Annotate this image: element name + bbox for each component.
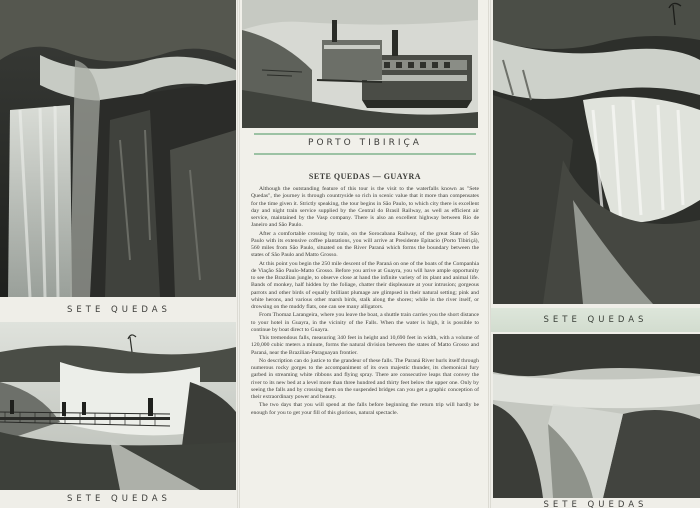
article-paragraph: No description can do justice to the grandeur of these falls. The Paraná River hurls itself through numerous rocky gorges to the accompaniment of its own majestic thunder, its chemonical fury garbed in streaming white ribbons and flying spray. There are consecutive leaps that convey the river to its new bed at a level more than three hundred and thirty feet below the upper one. Only by seeing the falls and by crossing them on the suspended bridges can you get a graphic conception of their extraordinary power and beauty. (251, 357, 479, 400)
suspension-bridge-photo (0, 322, 236, 490)
article-paragraph: Although the outstanding feature of this tour is the visit to the waterfalls known as "Sete Quedas", the journey is through countryside so rich in scenic value that it more than compensates for the time given it. Strictly speaking, the tour begins in São Paulo, to which city there is excellent day and night train service supplied by the Central do Brasil Railway, as well as efficient air service, maintained by the Vasp company. There is also an excellent highway between Rio de Janeiro and São Paulo. (251, 186, 479, 229)
article-paragraph: The two days that you will spend at the falls before beginning the return trip will hardly be enough for you to get your fill of this glorious, natural spectacle. (251, 402, 479, 416)
article-paragraph: This tremendous falls, measuring 340 feet in height and 10,690 feet in width, with a volume of 120,000 cubic meters a minute, forms the natural division between the states of Matto Grosso and Paraná, near the Brazilian-Paraguayan frontier. (251, 335, 479, 356)
steamboat-photo (242, 0, 478, 128)
article-title: SETE QUEDAS — GUAYRA (308, 172, 422, 181)
article-body (251, 172, 479, 418)
caption-rule-top (254, 133, 476, 135)
waterfall-gorge-photo (0, 0, 236, 297)
article-paragraph: At this point you begin the 250 mile descent of the Paraná on one of the boats of the Companhia de Viação São Paulo-Matto Grosso. Before you arrive at Guayra, you will have ample opportunity to see the Brazilian jungle, to observe close at hand the infinite variety of its plant and animal life. Bands of monkey, half hidden by the foliage, chatter their displeasure at your intrusion; gorgeous parrots and other birds of equally brilliant plumage are glimpsed in their natural setting; pink and white herons, and various other marsh birds, stalk along the shores; while in the river itself, or drowsing on the muddy flats, one can see many alligators. (251, 260, 479, 310)
river-falls-photo (493, 334, 700, 498)
article-paragraph: After a comfortable crossing by train, on the Sorocabana Railway, of the great State of São Paulo with its extensive coffee plantations, you will arrive at Presidente Epitacio (Porto Tibiriçá), 560 miles from São Paulo, situated on the River Paraná which forms the boundary between the states of São Paulo and Matto Grosso. (251, 230, 479, 259)
right-caption: SETE QUEDAS (491, 308, 700, 332)
caption-rule-bottom (254, 153, 476, 155)
right-panel (491, 0, 700, 508)
right-bottom-caption: SETE QUEDAS (543, 500, 648, 508)
left-top-caption: SETE QUEDAS (67, 305, 171, 315)
left-panel (0, 0, 238, 508)
article-paragraph: From Thomaz Larangeira, where you leave the boat, a shuttle train carries you the short distance to your hotel in Guayra, in the vicinity of the Falls. When the water is high, it is possible to continue by boat direct to Guayra. (251, 312, 479, 333)
porto-tibirica-caption: PORTO TIBIRIÇA (308, 138, 422, 148)
cascade-photo (493, 0, 700, 304)
left-bottom-caption: SETE QUEDAS (67, 494, 171, 504)
